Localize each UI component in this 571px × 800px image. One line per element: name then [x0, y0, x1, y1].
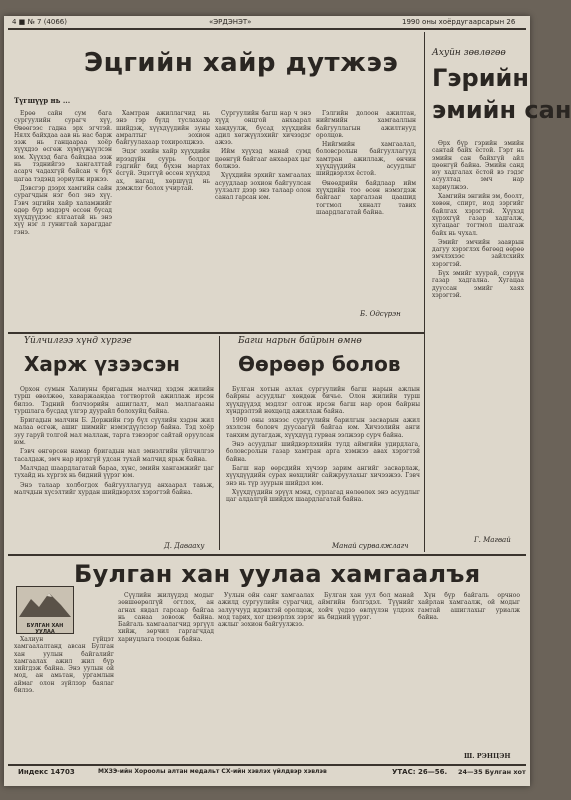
article-shortcoming-signature: Г. Магвай	[474, 536, 511, 544]
article-feeling	[222, 334, 424, 554]
article-shortcoming-kicker: Ахуйн зөвлөгөө	[432, 48, 506, 58]
article-love-kicker: Түгшүүр нь ...	[14, 96, 71, 105]
article-love	[4, 30, 424, 330]
article-herder	[4, 334, 218, 554]
article-feeling-kicker: Багш нарын байрын өмнө	[238, 336, 362, 346]
article-herder-signature: Д. Давааху	[164, 542, 205, 550]
article-shortcoming-body: Өрх бүр гэрийн эмийн сантай байх ёстой. Гэрт нь эмийн сан байхгүй айл цөөнгүй байна. Эмийн санд юу хадгалах ёстой вэ гэдэг асуултад эмч нар хариулжээ. Хамгийн энгийн эм, боолт, хөвөн, спирт, иод зэргийг байлгах хэрэгтэй. Хүүхэд хүрэхгүй газар хадгалж, хугацааг тогтмол шалгаж байх нь чухал. Эмийг эмчийн зааврын дагуу хэрэглэх бөгөөд өөрөө эмчлэхээс зайлсхийх хэрэгтэй. Бүх эмийг хуурай, сэрүүн газар хадгална. Хугацаа дууссан эмийг хаях хэрэгтэй.	[432, 140, 524, 299]
article-love-col4: Гэлгийн долоон ажилтан, нийгмийн хамгааллын байгууллагын ажилтнууд оролцов. Нийгмийн хамгаалал, боловсролын байгууллагууд хамтран ажиллаж, өнчин хүүхдүүдийн асуудлыг шийдвэрлэх ёстой. Өнөөдрийн байдлаар ийм хүүхдийн тоо өсөн нэмэгдэж байгааг харгалзан цаашид тогтмол хяналт тавих шаардлагатай байна.	[316, 110, 416, 216]
article-love-signature: Б. Одсүрэн	[360, 310, 401, 318]
article-mountain-col3: Уулын ойн санг хамгаалах ажилд сургуулийн сурагчид, залуучууд идэвхтэй оролцож, мод тарих, хог цэвэрлэх зэрэг ажлыг зохион байгуулжээ.	[218, 592, 314, 629]
newspaper-page	[4, 16, 571, 786]
article-feeling-body: Булган хотын ахлах сургуулийн багш нарын ажлын байрны асуудлыг хөндөж бичье. Олон жилийн турш хүүхдүүдэд мэдлэг олгож ирсэн багш нар орон байрны хүндрэлтэй нөхцөлд ажиллаж байна. 1990 оны эхнээс сургуулийн барилгын засварын ажил эхэлсэн боловч дуусаагүй байгаа юм. Хичээлийн анги танхим дутагдаж, хүүхдүүд гурван ээлжээр сурч байна. Энэ асуудлыг шийдвэрлэхийн тулд аймгийн удирдлага, боловсролын газар хамтран арга хэмжээ авах хэрэгтэй байна. Багш нар өөрсдийн хүчээр зарим ангийг засварлаж, хүүхдүүдийн сурах нөхцлийг сайжруулахыг хичээжээ. Гэвч энэ нь түр зуурын шийдэл юм. Хүүхдүүдийн эрүүл мэнд, сурлагад нөлөөлөх энэ асуудлыг цаг алдалгүй шийдэх шаардлагатай байна.	[226, 386, 420, 504]
article-feeling-signature: Манай сурвалжлагч	[332, 542, 409, 550]
article-herder-body: Орхон сумын Халиуны бригадын малчид хэдэн жилийн турш өвөлжөө, хаваржаандаа тогтвортой ажиллаж ирсэн билээ. Тэдний бэлчээрийн ашиглалт, мал маллагааны туршлага бусдад үлгэр дуурайл болохуйц байна. Бригадын малчин Б. Доржийн гэр бүл сүүлийн хэдэн жил малаа өсгөж, ашиг шимийг нэмэгдүүлсээр байна. Тэд хоёр зуу гаруй толгой мал маллаж, тарга тэвээрэг сайтай оруулсан юм. Гэвч өнгөрсөн намар бригадын мал эмнэлгийн үйлчилгээ тасалдаж, эмч нар ирэхгүй удсан тухай малчид ярьж байна. Малчдад шаардлагатай бараа, хүнс, эмийн хангамжийг цаг тухайд нь хүргэх нь бидний үүрэг юм. Энэ талаар холбогдох байгууллагууд анхаарал тавьж, малчдын хүсэлтийг хурдан шийдвэрлэх хэрэгтэй байна.	[14, 386, 214, 496]
article-shortcoming	[428, 30, 571, 552]
footer-phone: УТАС: 26—56.	[392, 768, 448, 776]
footer-index: Индекс 14703	[18, 768, 75, 776]
article-herder-title: Харж үзээсэн	[24, 352, 180, 376]
article-love-col1: Ерөө сайн сум бага сургуулийн сурагч хүү, Өвөөгээс гадна эрх эгчтэй. Нялх байхдаа аав нь нас барж ээж нь ганцаараа хоёр хүүхдээ өсгөж хүмүүжүүлсэн юм. Хүүхэд бага байхдаа ээж нь тэднийгээ хангалттай асарч чадахгүй байсан ч бүх цагаа тэдэнд зориулж иржээ. Дэвсгэр дээрх хамгийн сайн сурагчдын нэг бол энэ хүү. Гэвч эцгийн хайр халамжийг өдөр бүр мэдэрч өссөн бусад хүүхдүүдээс ялгаатай нь энэ хүү нэг л гунигтай харагддаг гэнэ.	[14, 110, 112, 236]
column-divider	[424, 32, 425, 552]
footer-publisher: МХЗЭ-ийн Хороолы алтан медальт СХ-ийн хэвлэх үйлдвэр хэвлэв	[98, 768, 327, 775]
article-mountain-col5: Хүн бүр байгаль орчноо хайрлан хамгаалж, ой модыг гамтай ашиглахыг уриалж байна.	[418, 592, 520, 621]
mountain-emblem-caption: БУЛГАН ХАН УУЛАА	[26, 623, 64, 635]
article-mountain-col2: Сүүлийн жилүүдэд модыг зөвшөөрөлгүй огтлох, ан агнах явдал гарсаар байгаа нь санаа зовоож байна. Байгаль хамгаалагчид эргүүл хийж, зөрчил гаргагчдад хариуцлага тооцож байна.	[118, 592, 214, 643]
footer-city: 24—35 Булган хот	[458, 768, 526, 776]
article-mountain	[4, 556, 530, 762]
column-divider-2	[219, 336, 220, 550]
footer-rule	[8, 764, 526, 766]
article-mountain-col1: Халиун гүйцэт хамгаалалтанд авсан Булган хан уулын байгалийг хамгаалах ажил жил бүр хийгдэж байна. Энэ уулын ой мод, ан амьтан, ургамлын аймаг олон зүйлээр баялаг билээ.	[14, 636, 114, 695]
article-mountain-signature: Ш. РЭНЦЭН	[464, 752, 511, 760]
article-love-title: Эцгийн хайр дутжээ	[84, 48, 399, 78]
article-love-col2: Хамтран ажиллагчид нь энэ гэр бүлд туслахаар шийдэж, хүүхдүүдийн зуны амралтыг зохион байгуулахаар тохиролцжээ. Эцэг эхийн хайр хүүхдийн ирээдүйн суурь болдог гэдгийг бид бүхэн мартах ёсгүй. Эцэггүй өссөн хүүхдэд ах, нагац, хөршүүд нь дэмжлэг болох учиртай.	[116, 110, 210, 192]
article-feeling-title: Өөрөөр болов	[238, 352, 401, 376]
mountain-emblem-icon	[17, 587, 73, 619]
article-mountain-col4: Булган хан уул бол манай аймгийн бэлгэдэл. Түүнийг хойч үедээ өвлүүлэн үлдээх нь бидний үүрэг.	[318, 592, 414, 621]
article-herder-kicker: Үйлчилгээ хүнд хүргэе	[24, 336, 132, 346]
article-mountain-title: Булган хан уулаа хамгаалъя	[74, 560, 481, 588]
article-shortcoming-title-line1: Гэрийн	[432, 64, 529, 92]
newspaper-name: «ЭРДЭНЭТ»	[209, 18, 252, 26]
mountain-emblem	[16, 586, 74, 634]
article-shortcoming-title-line2: эмийн сан	[432, 96, 571, 124]
issue-date: 1990 оны хоёрдугаарсарын 26	[402, 18, 516, 26]
article-love-col3: Сургуулийн багш нар ч энэ хүүд онцгой анхаарал хандуулж, бусад хүүхдийн адил хөгжүүлэхийг хичээдэг ажээ. Ийм хүүхэд манай сумд цөөнгүй байгааг анхаарах цаг болжээ. Хүүхдийн эрхийг хамгаалах асуудлаар зохион байгуулсан уулзалт дээр энэ талаар олон санал гарсан юм.	[215, 110, 311, 202]
page-number-issue: 4 ■ № 7 (4066)	[12, 18, 67, 26]
